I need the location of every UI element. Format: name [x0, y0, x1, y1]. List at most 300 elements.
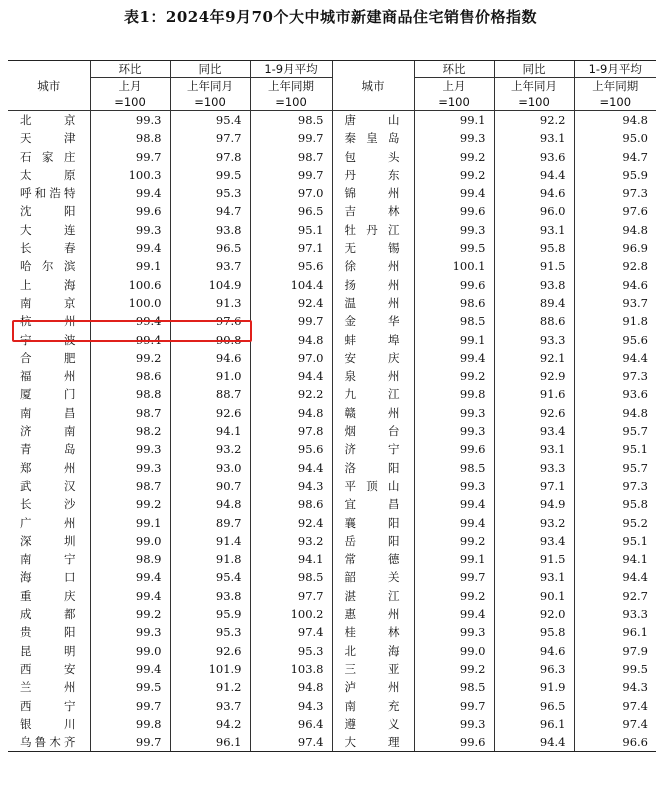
right-yoy-cell: 95.8	[494, 623, 574, 641]
left-mom-cell: 99.8	[90, 715, 170, 733]
left-yoy-cell: 93.7	[170, 697, 250, 715]
header-mom-left: 环比	[90, 61, 170, 78]
left-mom-cell: 98.6	[90, 367, 170, 385]
right-city-cell: 泸 州	[332, 678, 414, 696]
table-row	[8, 276, 656, 294]
right-mom-cell: 99.6	[414, 202, 494, 220]
header-city-right: 城市	[332, 61, 414, 111]
left-yoy-cell: 101.9	[170, 660, 250, 678]
left-mom-cell: 99.4	[90, 568, 170, 586]
table-row	[8, 184, 656, 202]
left-yoy-cell: 90.8	[170, 331, 250, 349]
right-mom-cell: 98.5	[414, 678, 494, 696]
table-row	[8, 111, 656, 130]
right-mom-cell: 99.2	[414, 148, 494, 166]
right-city-cell: 锦 州	[332, 184, 414, 202]
table-row	[8, 587, 656, 605]
right-yoy-cell: 93.1	[494, 440, 574, 458]
table-row	[8, 239, 656, 257]
right-yoy-cell: 88.6	[494, 312, 574, 330]
right-city-cell: 惠 州	[332, 605, 414, 623]
left-avg-cell: 97.4	[250, 733, 332, 752]
left-avg-cell: 98.6	[250, 495, 332, 513]
left-city-cell: 兰 州	[20, 680, 76, 695]
left-avg-cell: 99.7	[250, 129, 332, 147]
left-yoy-cell: 93.2	[170, 440, 250, 458]
left-mom-cell: 99.4	[90, 184, 170, 202]
right-avg-cell: 97.3	[574, 477, 656, 495]
right-avg-cell: 99.5	[574, 660, 656, 678]
header-base: =100	[414, 94, 494, 111]
left-yoy-cell: 95.9	[170, 605, 250, 623]
right-mom-cell: 99.2	[414, 532, 494, 550]
table-row	[8, 221, 656, 239]
right-mom-cell: 99.8	[414, 385, 494, 403]
left-yoy-cell: 91.0	[170, 367, 250, 385]
right-city-cell: 丹 东	[332, 166, 414, 184]
left-mom-cell: 99.3	[90, 221, 170, 239]
right-avg-cell: 97.9	[574, 642, 656, 660]
right-city-cell: 烟 台	[332, 422, 414, 440]
header-mom-sub-right: 上月	[414, 78, 494, 95]
header-base: =100	[250, 94, 332, 111]
right-yoy-cell: 93.4	[494, 422, 574, 440]
left-yoy-cell: 95.4	[170, 568, 250, 586]
right-city-cell: 三 亚	[332, 660, 414, 678]
left-yoy-cell: 94.2	[170, 715, 250, 733]
right-city-cell: 无 锡	[332, 239, 414, 257]
left-city-cell: 天 津	[20, 131, 76, 146]
left-city-cell: 贵 阳	[20, 625, 76, 640]
right-city-cell: 温 州	[332, 294, 414, 312]
right-city-cell: 赣 州	[332, 404, 414, 422]
right-yoy-cell: 92.2	[494, 111, 574, 130]
right-city-cell: 徐 州	[332, 257, 414, 275]
right-yoy-cell: 93.3	[494, 331, 574, 349]
left-city-cell: 宁 波	[20, 332, 76, 347]
left-city-cell: 海 口	[20, 570, 76, 585]
left-avg-cell: 98.7	[250, 148, 332, 166]
right-city-cell: 南 充	[332, 697, 414, 715]
right-yoy-cell: 92.0	[494, 605, 574, 623]
right-yoy-cell: 94.9	[494, 495, 574, 513]
left-mom-cell: 98.8	[90, 385, 170, 403]
left-yoy-cell: 97.8	[170, 148, 250, 166]
left-avg-cell: 97.8	[250, 422, 332, 440]
table-body	[8, 111, 656, 752]
left-city-cell: 成 都	[20, 607, 76, 622]
right-mom-cell: 99.3	[414, 715, 494, 733]
left-yoy-cell: 96.5	[170, 239, 250, 257]
right-yoy-cell: 96.3	[494, 660, 574, 678]
left-city-cell: 合 肥	[20, 350, 76, 365]
table-row	[8, 697, 656, 715]
table-row	[8, 660, 656, 678]
right-yoy-cell: 89.4	[494, 294, 574, 312]
right-city-cell: 襄 阳	[332, 514, 414, 532]
table-row	[8, 532, 656, 550]
left-city-cell: 武 汉	[20, 478, 76, 493]
right-city-cell: 岳 阳	[332, 532, 414, 550]
right-mom-cell: 99.2	[414, 367, 494, 385]
left-mom-cell: 100.3	[90, 166, 170, 184]
right-avg-cell: 95.9	[574, 166, 656, 184]
left-mom-cell: 99.4	[90, 587, 170, 605]
left-mom-cell: 99.3	[90, 111, 170, 130]
left-avg-cell: 98.5	[250, 568, 332, 586]
right-avg-cell: 94.8	[574, 111, 656, 130]
right-avg-cell: 94.3	[574, 678, 656, 696]
left-city-cell: 西 安	[20, 661, 76, 676]
left-avg-cell: 92.4	[250, 294, 332, 312]
left-mom-cell: 98.7	[90, 477, 170, 495]
left-city-cell: 哈 尔 滨	[20, 259, 76, 274]
right-mom-cell: 99.1	[414, 550, 494, 568]
right-avg-cell: 97.4	[574, 697, 656, 715]
left-mom-cell: 100.0	[90, 294, 170, 312]
left-avg-cell: 95.6	[250, 440, 332, 458]
left-yoy-cell: 94.1	[170, 422, 250, 440]
left-city-cell: 厦 门	[20, 387, 76, 402]
left-city-cell: 太 原	[20, 167, 76, 182]
right-avg-cell: 95.8	[574, 495, 656, 513]
right-city-cell: 包 头	[332, 148, 414, 166]
right-mom-cell: 99.5	[414, 239, 494, 257]
left-mom-cell: 98.2	[90, 422, 170, 440]
right-mom-cell: 99.3	[414, 129, 494, 147]
left-city-cell: 长 春	[20, 241, 76, 256]
right-yoy-cell: 93.4	[494, 532, 574, 550]
left-avg-cell: 103.8	[250, 660, 332, 678]
right-mom-cell: 99.3	[414, 404, 494, 422]
right-city-cell: 韶 关	[332, 568, 414, 586]
left-avg-cell: 97.4	[250, 623, 332, 641]
right-yoy-cell: 93.1	[494, 129, 574, 147]
right-avg-cell: 95.7	[574, 422, 656, 440]
left-avg-cell: 94.3	[250, 697, 332, 715]
header-avg-left: 1-9月平均	[250, 61, 332, 78]
right-avg-cell: 93.3	[574, 605, 656, 623]
right-yoy-cell: 93.1	[494, 568, 574, 586]
left-city-cell: 深 圳	[20, 533, 76, 548]
table-header	[8, 61, 656, 111]
right-city-cell: 金 华	[332, 312, 414, 330]
right-yoy-cell: 96.1	[494, 715, 574, 733]
right-city-cell: 北 海	[332, 642, 414, 660]
right-mom-cell: 99.1	[414, 331, 494, 349]
left-yoy-cell: 95.3	[170, 184, 250, 202]
right-city-cell: 扬 州	[332, 276, 414, 294]
right-avg-cell: 92.8	[574, 257, 656, 275]
right-avg-cell: 95.6	[574, 331, 656, 349]
left-city-cell: 长 沙	[20, 497, 76, 512]
right-mom-cell: 99.0	[414, 642, 494, 660]
left-city-cell: 广 州	[20, 515, 76, 530]
right-avg-cell: 94.4	[574, 568, 656, 586]
left-yoy-cell: 95.4	[170, 111, 250, 130]
right-avg-cell: 92.7	[574, 587, 656, 605]
table-row	[8, 312, 656, 330]
left-avg-cell: 98.5	[250, 111, 332, 130]
right-yoy-cell: 94.4	[494, 166, 574, 184]
right-yoy-cell: 92.6	[494, 404, 574, 422]
right-yoy-cell: 93.8	[494, 276, 574, 294]
left-avg-cell: 92.2	[250, 385, 332, 403]
right-yoy-cell: 96.0	[494, 202, 574, 220]
table-title: 表1：2024年9月70个大中城市新建商品住宅销售价格指数	[124, 8, 537, 26]
table-row	[8, 459, 656, 477]
table-row	[8, 514, 656, 532]
right-yoy-cell: 94.6	[494, 642, 574, 660]
left-city-cell: 南 昌	[20, 405, 76, 420]
right-city-cell: 济 宁	[332, 440, 414, 458]
right-city-cell: 九 江	[332, 385, 414, 403]
header-avg-right: 1-9月平均	[574, 61, 656, 78]
right-mom-cell: 99.2	[414, 166, 494, 184]
right-city-cell: 蚌 埠	[332, 331, 414, 349]
left-city-cell: 大 连	[20, 222, 76, 237]
header-base: =100	[170, 94, 250, 111]
right-yoy-cell: 91.5	[494, 550, 574, 568]
left-avg-cell: 94.8	[250, 331, 332, 349]
header-city-left: 城市	[8, 61, 90, 111]
left-city-cell: 乌鲁木齐	[8, 733, 90, 752]
right-avg-cell: 95.7	[574, 459, 656, 477]
table-row	[8, 404, 656, 422]
right-avg-cell: 94.7	[574, 148, 656, 166]
right-city-cell: 桂 林	[332, 623, 414, 641]
table-row	[8, 294, 656, 312]
right-city-cell: 安 庆	[332, 349, 414, 367]
left-avg-cell: 97.0	[250, 184, 332, 202]
right-avg-cell: 96.1	[574, 623, 656, 641]
right-avg-cell: 95.1	[574, 440, 656, 458]
left-yoy-cell: 91.8	[170, 550, 250, 568]
header-yoy-left: 同比	[170, 61, 250, 78]
left-yoy-cell: 91.2	[170, 678, 250, 696]
table-row	[8, 477, 656, 495]
right-yoy-cell: 92.9	[494, 367, 574, 385]
right-yoy-cell: 95.8	[494, 239, 574, 257]
left-city-cell: 银 川	[20, 716, 76, 731]
left-mom-cell: 99.6	[90, 202, 170, 220]
right-city-cell: 常 德	[332, 550, 414, 568]
right-mom-cell: 99.1	[414, 111, 494, 130]
right-yoy-cell: 93.6	[494, 148, 574, 166]
right-avg-cell: 96.6	[574, 733, 656, 752]
left-mom-cell: 98.9	[90, 550, 170, 568]
left-city-cell: 重 庆	[20, 588, 76, 603]
left-yoy-cell: 91.4	[170, 532, 250, 550]
right-avg-cell: 95.1	[574, 532, 656, 550]
right-avg-cell: 91.8	[574, 312, 656, 330]
left-city-cell: 南 京	[20, 295, 76, 310]
left-mom-cell: 98.7	[90, 404, 170, 422]
header-mom-right: 环比	[414, 61, 494, 78]
left-avg-cell: 95.6	[250, 257, 332, 275]
left-mom-cell: 99.0	[90, 642, 170, 660]
left-mom-cell: 99.4	[90, 239, 170, 257]
right-yoy-cell: 96.5	[494, 697, 574, 715]
left-city-cell: 福 州	[20, 369, 76, 384]
right-avg-cell: 94.6	[574, 276, 656, 294]
left-yoy-cell: 89.7	[170, 514, 250, 532]
table-row	[8, 349, 656, 367]
header-yoy-sub-left: 上年同月	[170, 78, 250, 95]
right-mom-cell: 99.4	[414, 514, 494, 532]
right-mom-cell: 99.3	[414, 623, 494, 641]
right-city-cell: 牡 丹 江	[332, 221, 414, 239]
right-mom-cell: 99.3	[414, 477, 494, 495]
right-avg-cell: 93.7	[574, 294, 656, 312]
table-row	[8, 642, 656, 660]
left-yoy-cell: 97.7	[170, 129, 250, 147]
right-yoy-cell: 91.5	[494, 257, 574, 275]
table-row	[8, 715, 656, 733]
left-yoy-cell: 90.7	[170, 477, 250, 495]
left-avg-cell: 94.4	[250, 459, 332, 477]
right-city-cell: 洛 阳	[332, 459, 414, 477]
table-row	[8, 678, 656, 696]
right-city-cell: 唐 山	[332, 111, 414, 130]
right-mom-cell: 98.6	[414, 294, 494, 312]
left-yoy-cell: 93.0	[170, 459, 250, 477]
table-row	[8, 166, 656, 184]
table-row	[8, 605, 656, 623]
left-avg-cell: 97.7	[250, 587, 332, 605]
right-avg-cell: 94.4	[574, 349, 656, 367]
left-city-cell: 昆 明	[20, 643, 76, 658]
right-mom-cell: 99.3	[414, 221, 494, 239]
left-yoy-cell: 92.6	[170, 404, 250, 422]
right-mom-cell: 98.5	[414, 312, 494, 330]
left-city-cell: 杭 州	[20, 314, 76, 329]
table-row	[8, 440, 656, 458]
header-avg-sub-right: 上年同期	[574, 78, 656, 95]
right-mom-cell: 99.7	[414, 697, 494, 715]
left-avg-cell: 94.3	[250, 477, 332, 495]
right-avg-cell: 97.3	[574, 367, 656, 385]
table-row	[8, 733, 656, 752]
table-row	[8, 331, 656, 349]
right-city-cell: 秦 皇 岛	[332, 129, 414, 147]
left-mom-cell: 99.4	[90, 312, 170, 330]
right-mom-cell: 100.1	[414, 257, 494, 275]
header-base: =100	[494, 94, 574, 111]
left-yoy-cell: 94.6	[170, 349, 250, 367]
left-avg-cell: 96.4	[250, 715, 332, 733]
left-city-cell: 沈 阳	[20, 204, 76, 219]
left-mom-cell: 99.2	[90, 495, 170, 513]
right-avg-cell: 94.8	[574, 221, 656, 239]
right-yoy-cell: 94.6	[494, 184, 574, 202]
right-avg-cell: 95.2	[574, 514, 656, 532]
left-yoy-cell: 93.8	[170, 587, 250, 605]
right-yoy-cell: 91.6	[494, 385, 574, 403]
right-mom-cell: 99.4	[414, 349, 494, 367]
table-row	[8, 257, 656, 275]
left-avg-cell: 100.2	[250, 605, 332, 623]
right-avg-cell: 94.1	[574, 550, 656, 568]
left-city-cell: 南 宁	[20, 552, 76, 567]
right-yoy-cell: 90.1	[494, 587, 574, 605]
right-city-cell: 大 理	[332, 733, 414, 752]
left-yoy-cell: 94.7	[170, 202, 250, 220]
right-avg-cell: 96.9	[574, 239, 656, 257]
left-mom-cell: 99.7	[90, 697, 170, 715]
left-mom-cell: 99.2	[90, 349, 170, 367]
left-city-cell: 上 海	[20, 277, 76, 292]
left-yoy-cell: 97.6	[170, 312, 250, 330]
left-avg-cell: 97.0	[250, 349, 332, 367]
left-mom-cell: 99.3	[90, 623, 170, 641]
right-mom-cell: 99.3	[414, 422, 494, 440]
table-row	[8, 550, 656, 568]
left-mom-cell: 99.2	[90, 605, 170, 623]
right-yoy-cell: 91.9	[494, 678, 574, 696]
header-yoy-sub-right: 上年同月	[494, 78, 574, 95]
left-mom-cell: 99.1	[90, 514, 170, 532]
left-yoy-cell: 92.6	[170, 642, 250, 660]
left-yoy-cell: 104.9	[170, 276, 250, 294]
left-mom-cell: 99.4	[90, 331, 170, 349]
right-avg-cell: 93.6	[574, 385, 656, 403]
right-yoy-cell: 97.1	[494, 477, 574, 495]
right-city-cell: 湛 江	[332, 587, 414, 605]
right-city-cell: 宜 昌	[332, 495, 414, 513]
right-city-cell: 吉 林	[332, 202, 414, 220]
right-avg-cell: 97.4	[574, 715, 656, 733]
header-base: =100	[90, 94, 170, 111]
left-avg-cell: 95.3	[250, 642, 332, 660]
left-yoy-cell: 91.3	[170, 294, 250, 312]
left-mom-cell: 99.0	[90, 532, 170, 550]
left-yoy-cell: 88.7	[170, 385, 250, 403]
table-row	[8, 422, 656, 440]
left-yoy-cell: 94.8	[170, 495, 250, 513]
left-avg-cell: 94.1	[250, 550, 332, 568]
table-row	[8, 568, 656, 586]
left-yoy-cell: 93.8	[170, 221, 250, 239]
left-mom-cell: 99.7	[90, 733, 170, 752]
left-avg-cell: 96.5	[250, 202, 332, 220]
right-avg-cell: 97.3	[574, 184, 656, 202]
right-city-cell: 泉 州	[332, 367, 414, 385]
header-base: =100	[574, 94, 656, 111]
table-row	[8, 623, 656, 641]
left-mom-cell: 100.6	[90, 276, 170, 294]
left-avg-cell: 97.1	[250, 239, 332, 257]
right-mom-cell: 99.6	[414, 276, 494, 294]
header-mom-sub-left: 上月	[90, 78, 170, 95]
left-yoy-cell: 95.3	[170, 623, 250, 641]
left-avg-cell: 94.8	[250, 678, 332, 696]
left-avg-cell: 93.2	[250, 532, 332, 550]
left-avg-cell: 95.1	[250, 221, 332, 239]
right-yoy-cell: 93.3	[494, 459, 574, 477]
left-city-cell: 石 家 庄	[20, 149, 76, 164]
right-mom-cell: 99.4	[414, 184, 494, 202]
left-city-cell: 青 岛	[20, 442, 76, 457]
right-avg-cell: 95.0	[574, 129, 656, 147]
right-mom-cell: 99.2	[414, 660, 494, 678]
header-avg-sub-left: 上年同期	[250, 78, 332, 95]
left-yoy-cell: 96.1	[170, 733, 250, 752]
right-mom-cell: 99.4	[414, 495, 494, 513]
right-avg-cell: 97.6	[574, 202, 656, 220]
left-mom-cell: 99.7	[90, 148, 170, 166]
left-avg-cell: 104.4	[250, 276, 332, 294]
